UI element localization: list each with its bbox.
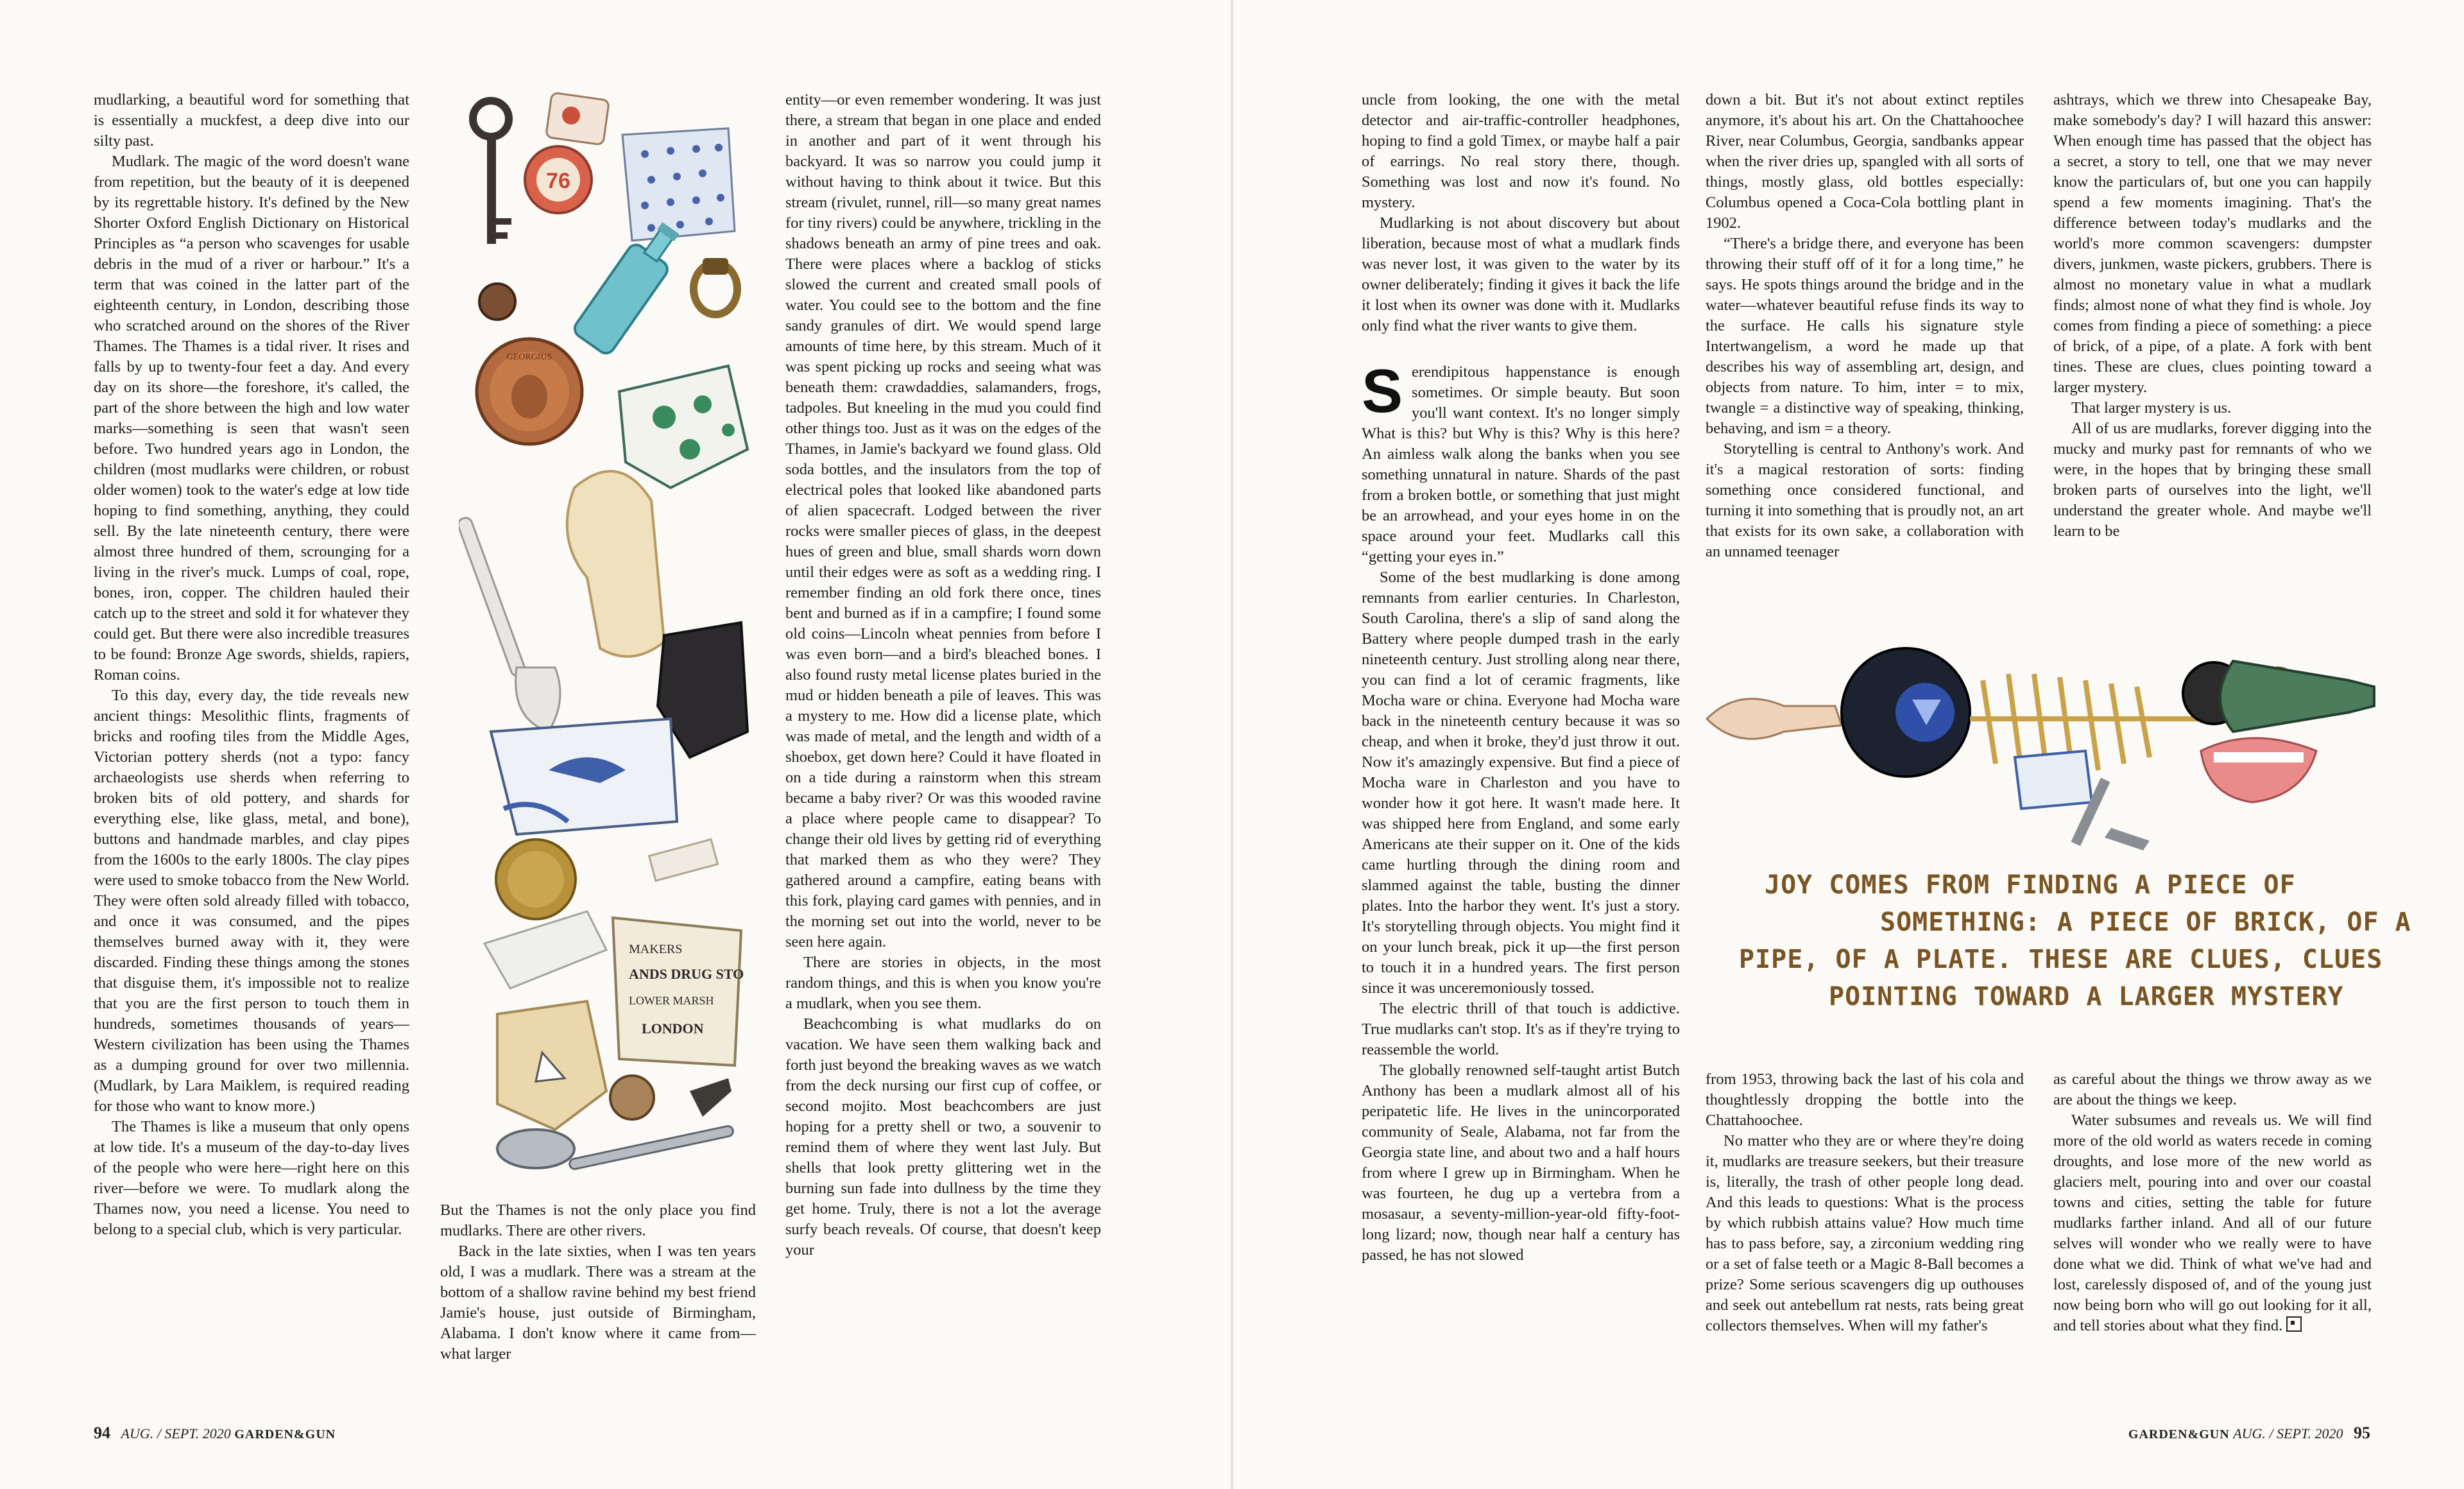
bottle-cap-icon	[525, 146, 592, 213]
paragraph: uncle from looking, the one with the metal detector and air-traffic-controller headphones, hoping to find a gold Timex, or maybe half a pair of earrings. No real story there, though. Something was lost and now it's found. No mystery.	[1362, 91, 1680, 211]
paragraph: entity—or even remember wondering. It was just there, a stream that began in one place and ended in another and part of it went through his backyard. It was so narrow you could jump it without having to think about it twice. But this stream (rivulet, runnel, rill—so many great names for tiny rivers) could be anywhere, trickling in the shadows beneath an army of pine trees and oak. There were places where a backlog of sticks slowed the current and created small pools of water. You could see to the bottom and the fine sandy granules of dirt. We would spend large amounts of time here, by this stream. Much of it was spent picking up rocks and seeing what was beneath them: crawdaddies, salamanders, frogs, tadpoles. But kneeling in the mud you could find other things too. Just as it was on the edges of the Thames, in Jamie's backyard we found glass. Old soda bottles, and the insulators from the top of electrical poles that looked like abandoned parts of alien spacecraft. Lodged between the river rocks were smaller pieces of glass, in the deepest hues of green and blue, small shards worn down until their edges were as soft as a wedding ring. I remember finding an old fork there once, tines bent and burned as if in a campfire; I found some old coins—Lincoln wheat pennies from before I was even born—and a bird's bleached bones. I also found rusty metal license plates buried in the mud or hidden beneath a pile of leaves. This was a mystery to me. How did a license plate, which was made of metal, and the length and width of a shoebox, get down here? Could it have floated in on a tide during a rainstorm when this stream became a baby river? Or was this wooded ravine a place where people came to disappear? To change their old lives by getting rid of everything that marked them as who they were? They gathered around a campfire, eating beans with this fork, playing card games with pennies, and in the morning set out into the world, never to be seen here again.	[785, 91, 1101, 951]
paragraph: down a bit. But it's not about extinct reptiles anymore, it's about his art. On the Chattahoochee River, near Columbus, Georgia, sandbanks appear when the river dries up, spangled with all sorts of things, mostly glass, old bottles especially: Columbus opened a Coca-Cola bottling plant in 1902.	[1706, 91, 2024, 232]
pull-quote-line: POINTING TOWARD A LARGER MYSTERY	[1829, 982, 2344, 1011]
paper-scrap-icon	[649, 839, 718, 881]
paragraph: Mudlarking is not about discovery but about liberation, because most of what a mudlark finds was never lost, it was given to the water by its owner deliberately; finding it gives it back the life it lost when its owner was done with it. Mudlarks only find what the river wants to give them.	[1362, 214, 1680, 334]
end-mark-icon	[2286, 1316, 2302, 1332]
button-icon	[479, 284, 515, 320]
paragraph: Storytelling is central to Anthony's work. And it's a magical restoration of sorts: finding something once considered functional, and turning it into something that is proudly not, an art that exists for its own sake, a collaboration with an unnamed teenager	[1706, 440, 2024, 560]
label-text-3: LOWER MARSH	[629, 994, 714, 1007]
bird-plate-shard-icon	[491, 719, 677, 834]
folio-left	[94, 1424, 336, 1444]
paragraph: mudlarking, a beautiful word for something that is essentially a muckfest, a deep dive into our silty past.	[94, 91, 409, 150]
paragraph	[2053, 1110, 2372, 1336]
magic-8-ball-icon	[1842, 648, 1970, 777]
paragraph: as careful about the things we throw away as we are about the things we keep.	[2053, 1071, 2372, 1108]
paragraph: No matter who they are or where they're doing it, mudlarks are treasure seekers, but their treasure is, literally, the trash of other people long dead. And this leads to questions: What is the process by which rubbish attains value? How much time has to pass before, say, a zirconium wedding ring or a set of false teeth or a Magic 8-Ball becomes a prize? Some serious scavengers dig up outhouses and seek out antebellum rat nests, rats being great collectors themselves. When will my father's	[1706, 1132, 2024, 1334]
label-text-1: MAKERS	[629, 942, 683, 956]
column-1	[94, 90, 409, 1240]
ring-icon	[694, 258, 737, 314]
column-5	[1706, 90, 2024, 562]
magazine-brand: GARDEN&GUN	[234, 1427, 336, 1442]
label-text-2: ANDS DRUG STO	[629, 966, 744, 982]
blue-pattern-shard-icon	[622, 128, 735, 241]
page-number: 95	[2354, 1424, 2370, 1442]
column-3	[785, 90, 1101, 1261]
key-icon	[473, 101, 511, 244]
column-2	[440, 1200, 756, 1364]
cap-number: 76	[546, 169, 570, 193]
clay-pipe-icon	[459, 516, 560, 732]
paragraph: “There's a bridge there, and everyone has been throwing their stuff off of it for a long time,” he says. He spots things around the bridge and in the water—whatever beautiful refuse finds its way to the surface. He calls his signature style Intertwangelism, a word he made up that describes his way of assembling art, design, and objects from nature. To him, inter = to mix, twangle = a distinctive way of speaking, thinking, behaving, and ism = a theory.	[1706, 235, 2024, 437]
floral-plate-shard-icon	[619, 366, 748, 488]
paragraph: from 1953, throwing back the last of his cola and thoughtlessly dropping the bottle into the Chattahoochee.	[1706, 1071, 2024, 1129]
paragraph-text: Water subsumes and reveals us. We will find more of the old world as waters recede in coming droughts, and lose more of the new world as glaciers melt, pouring into and over our coastal towns and cities, setting the table for future mudlarks farther inland. And all of our future selves will wonder who we really were to have done what we did. Think of what we've had and lost, carelessly disposed of, and of the young just now being born who will go out looking for it all, and tell stories about what they find.	[2053, 1112, 2372, 1334]
paragraph: Mudlark. The magic of the word doesn't wane from repetition, but the beauty of it is deepened by its regrettable history. It's defined by the New Shorter Oxford English Dictionary on Historical Principles as “a person who scavenges for usable debris in the mud of a river or harbour.” It's a term that was coined in the latter part of the eighteenth century, in London, describing those who scratched around on the shores of the River Thames. The Thames is a tidal river. It rises and falls by up to twenty-four feet a day. And every day on its shore—the foreshore, it's called, the part of the shore between the high and low water marks—something is seen that wasn't seen before. Two hundred years ago in London, the children (most mudlarks were children, or robust older women) took to the water's edge at low tide hoping to find something, anything, they could sell. By the late nineteenth century, there were almost three hundred of them, scrounging for a living in the river's muck. Lumps of coal, rope, bones, iron, copper. The children hauled their catch up to the street and sold it for whatever they could get. But there were also incredible treasures to be found: Bronze Age swords, shields, rapiers, Roman coins.	[94, 153, 409, 684]
drug-store-shard-icon	[613, 918, 744, 1065]
doll-arm-icon	[1707, 699, 1842, 739]
figurine-icon	[567, 471, 664, 657]
pull-quote-line: PIPE, OF A PLATE. THESE ARE CLUES, CLUES	[1739, 945, 2383, 974]
glass-bottle-icon	[2220, 661, 2374, 732]
issue-date: AUG. / SEPT. 2020	[121, 1425, 231, 1442]
copper-coin-icon	[477, 339, 582, 444]
paragraph: To this day, every day, the tide reveals new ancient things: Mesolithic flints, fragments of bricks and roofing tiles from the Middle Ages, Victorian pottery sherds (not a typo: fancy archaeologists use sherds when referring to broken bits of old pottery, and shards for everything else, like glass, metal, and bone), buttons and handmade marbles, and clay pipes from the 1600s to the early 1800s. The clay pipes were used to smoke tobacco from the New World. They were often sold already filled with tobacco, and once it was consumed, and the pipes themselves burned away with it, they were discarded. Finding these things among the stones that disguise them, it's impossible not to realize that you are the first person to touch them in hundreds, sometimes thousands of years—Western civilization has been using the Thames as a dumping ground for over two millennia. (Mudlark, by Lara Maiklem, is required reading for those who want to know more.)	[94, 687, 409, 1115]
paragraph: The electric thrill of that touch is addictive. True mudlarks can't stop. It's as if they're trying to reassemble the world.	[1362, 1000, 1680, 1058]
page-number: 94	[94, 1424, 110, 1442]
paragraph: But the Thames is not the only place you find mudlarks. There are other rivers.	[440, 1201, 756, 1239]
brass-button-icon	[496, 839, 576, 919]
column-5-bottom	[1706, 1069, 2024, 1336]
artifacts-illustration	[459, 90, 760, 1181]
assemblage-illustration	[1700, 610, 2381, 854]
china-shard-icon	[2015, 751, 2092, 809]
label-text-4: LONDON	[642, 1020, 704, 1037]
dropcap-letter: S	[1362, 357, 1403, 426]
false-teeth-icon	[2201, 738, 2316, 802]
pull-quote-line: JOY COMES FROM FINDING A PIECE OF	[1765, 870, 2296, 900]
paragraph: ashtrays, which we threw into Chesapeake Bay, make somebody's day? I will hazard this answer: When enough time has passed that the object has a secret, a story to tell, one that we may never know the particulars of, but one you can happily spend a few moments imagining. That's the difference between today's mudlarks and the world's more common scavengers: dumpster divers, junkmen, waste pickers, grubbers. There is almost no monetary value in what a mudlark finds; almost none of what they find is whole. Joy comes from finding a piece of something: a piece of brick, of a pipe, of a plate. A fork with bent tines. These are clues, clues pointing toward a larger mystery.	[2053, 91, 2372, 396]
paragraph: That larger mystery is us.	[2071, 399, 2232, 417]
pipe-bowl-icon	[484, 911, 606, 988]
spoon-icon	[497, 1125, 734, 1170]
pull-quote-line: SOMETHING: A PIECE OF BRICK, OF A	[1880, 908, 2411, 937]
dropcap-paragraph	[1362, 357, 1680, 567]
stone-arrowhead-icon	[497, 1001, 606, 1130]
bottle-icon	[571, 215, 689, 356]
magazine-brand: GARDEN&GUN	[2128, 1427, 2230, 1442]
paragraph-text: erendipitous happenstance is enough sometimes. Or simple beauty. But soon you'll want context. It's no longer simply What is this? but Why is this? Why is this here? An aimless walk along the banks when you see something unnatural in nature. Shards of the past from a broken bottle, or something that just might be an arrowhead, and your eyes home in on the space around your feet. Mudlarks call this “getting your eyes in.”	[1362, 363, 1680, 565]
issue-date: AUG. / SEPT. 2020	[2233, 1425, 2343, 1442]
small-button-icon	[610, 1076, 654, 1119]
left-page	[0, 0, 1231, 1489]
paragraph: All of us are mudlarks, forever digging into the mucky and murky past for remnants of who we were, in the hopes that by bringing these small broken parts of ourselves into the light, we'll understand the greater whole. And maybe we'll learn to be	[2053, 420, 2372, 540]
paragraph: The Thames is like a museum that only opens at low tide. It's a museum of the day-to-day lives of the people who were here—right here on this river—before we were. To mudlark along the Thames now, you need a license. You need to belong to a special club, which is very particular.	[94, 1118, 409, 1238]
column-6	[2053, 90, 2372, 542]
pull-quote	[1726, 866, 2411, 1015]
folio-right	[2128, 1424, 2370, 1444]
column-4	[1362, 90, 1680, 1266]
paragraph: Back in the late sixties, when I was ten years old, I was a mudlark. There was a stream at the bottom of a shallow ravine behind my best friend Jamie's house, just outside of Birmingham, Alabama. I don't know where it came from—what larger	[440, 1243, 756, 1363]
nail-icon	[690, 1078, 732, 1117]
paragraph: Beachcombing is what mudlarks do on vacation. We have seen them walking back and forth just beyond the breaking waves as we watch from the deck nursing our first cup of coffee, or second mojito. Most beachcombers are just hoping for a pretty shell or two, a souvenir to remind them of where they went last July. But shells that look pretty glittering wet in the burning sun fade into dullness by the time they get home. Truly, there is not a lot the average surfy beach reveals. Of course, that doesn't keep your	[785, 1015, 1101, 1259]
paragraph: Some of the best mudlarking is done among remnants from earlier centuries. In Charleston, South Carolina, there's a slip of sand along the Battery where people dumped trash in the early nineteenth century. Just strolling along near there, you can find a lot of ceramic fragments, like Mocha ware or china. Everyone had Mocha ware back in the nineteenth century because it was so cheap, and when it broke, they'd just throw it out. Now it's amazingly expensive. But find a piece of Mocha ware in Charleston and you have to wonder how it got here. It wasn't made here. It was shipped here from England, and some early Americans ate their supper on it. One of the kids came hurtling through the dining room and slammed against the table, busting the dinner plates. Into the harbor they went. It's just a story. It's storytelling through objects. You might find it on your lunch break, pick it up—the first person to touch it in a hundred years. The first person since it was unceremoniously tossed.	[1362, 569, 1680, 997]
paragraph: The globally renowned self-taught artist Butch Anthony has been a mudlark almost all of his peripatetic life. He lives in the unincorporated community of Seale, Alabama, not far from the Georgia state line, and about two and a half hours from where I grew up in Birmingham. When he was fourteen, he dug up a vertebra from a mosasaur, a seventy-million-year-old fifty-foot-long lizard; now, though near half a century has passed, he has not slowed	[1362, 1062, 1680, 1264]
column-6-bottom	[2053, 1069, 2372, 1336]
coin-text: GEORGIUS	[506, 352, 552, 362]
paragraph: There are stories in objects, in the most random things, and this is when you know you're a mudlark, when you see them.	[785, 954, 1101, 1012]
